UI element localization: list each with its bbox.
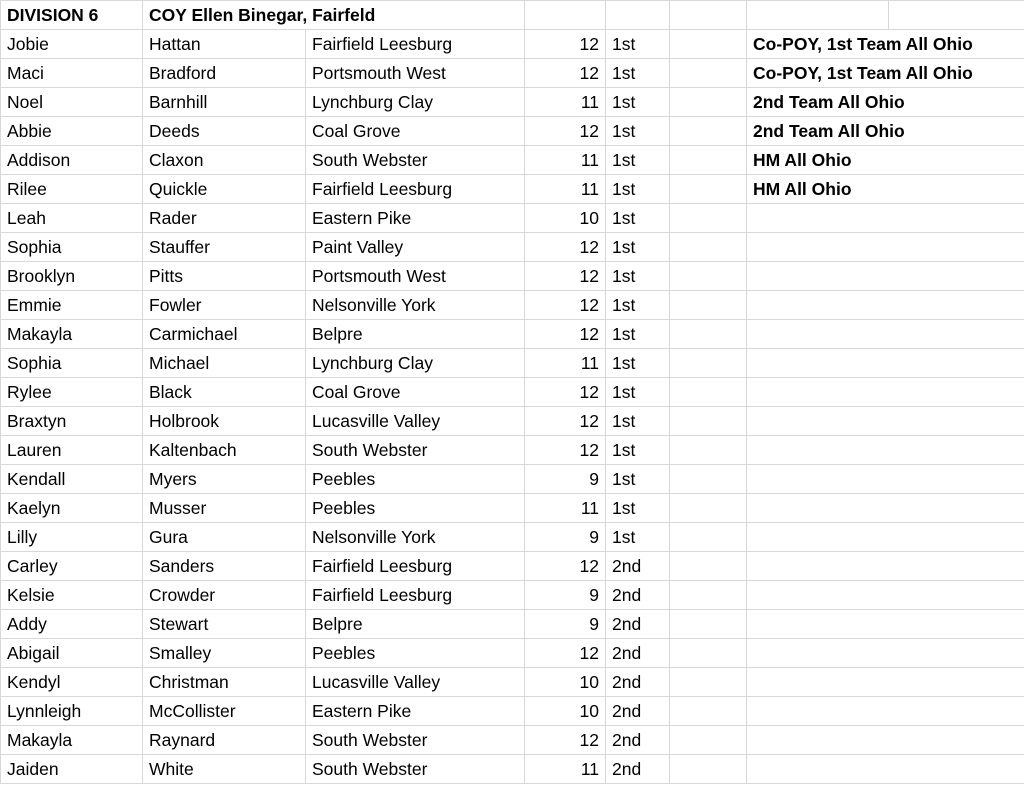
first-name-cell[interactable]: Rylee (1, 378, 143, 407)
grade-cell[interactable]: 12 (525, 291, 606, 320)
empty-cell[interactable] (670, 465, 747, 494)
first-name-cell[interactable]: Sophia (1, 349, 143, 378)
table-row (1, 436, 1024, 465)
last-name-cell[interactable]: Stewart (143, 610, 306, 639)
team-cell[interactable]: 1st (606, 378, 670, 407)
table-row (1, 30, 1024, 59)
school-cell[interactable]: Eastern Pike (306, 697, 525, 726)
school-cell[interactable]: Lynchburg Clay (306, 349, 525, 378)
school-cell[interactable]: Coal Grove (306, 117, 525, 146)
last-name-cell[interactable]: Hattan (143, 30, 306, 59)
grade-cell[interactable]: 10 (525, 697, 606, 726)
first-name-cell[interactable]: Emmie (1, 291, 143, 320)
honor-cell[interactable] (747, 407, 1024, 436)
grade-cell[interactable]: 11 (525, 755, 606, 784)
last-name-cell[interactable]: Deeds (143, 117, 306, 146)
team-cell[interactable]: 1st (606, 204, 670, 233)
team-cell[interactable]: 2nd (606, 552, 670, 581)
honor-cell[interactable] (747, 465, 1024, 494)
grade-cell[interactable]: 12 (525, 30, 606, 59)
honor-cell[interactable]: Co-POY, 1st Team All Ohio (747, 30, 1024, 59)
team-cell[interactable]: 2nd (606, 639, 670, 668)
first-name-cell[interactable]: Leah (1, 204, 143, 233)
last-name-cell[interactable]: Bradford (143, 59, 306, 88)
school-cell[interactable]: Fairfield Leesburg (306, 30, 525, 59)
empty-cell[interactable] (670, 668, 747, 697)
grade-cell[interactable]: 12 (525, 552, 606, 581)
grade-cell[interactable]: 12 (525, 233, 606, 262)
table-row (1, 233, 1024, 262)
school-cell[interactable]: Belpre (306, 610, 525, 639)
table-row (1, 378, 1024, 407)
empty-cell[interactable] (670, 494, 747, 523)
team-cell[interactable]: 1st (606, 349, 670, 378)
empty-cell[interactable] (670, 291, 747, 320)
grade-cell[interactable]: 9 (525, 581, 606, 610)
table-row (1, 755, 1024, 784)
coach-of-year[interactable]: COY Ellen Binegar, Fairfeld (143, 1, 525, 30)
honor-cell[interactable] (747, 523, 1024, 552)
first-name-cell[interactable]: Lauren (1, 436, 143, 465)
first-name-cell[interactable]: Abigail (1, 639, 143, 668)
team-cell[interactable]: 1st (606, 146, 670, 175)
team-cell[interactable]: 2nd (606, 726, 670, 755)
team-cell[interactable]: 1st (606, 88, 670, 117)
first-name-cell[interactable]: Brooklyn (1, 262, 143, 291)
last-name-cell[interactable]: Quickle (143, 175, 306, 204)
school-cell[interactable]: South Webster (306, 146, 525, 175)
first-name-cell[interactable]: Addison (1, 146, 143, 175)
honor-cell[interactable] (747, 639, 1024, 668)
first-name-cell[interactable]: Kelsie (1, 581, 143, 610)
last-name-cell[interactable]: Claxon (143, 146, 306, 175)
last-name-cell[interactable]: Crowder (143, 581, 306, 610)
grade-cell[interactable]: 12 (525, 378, 606, 407)
empty-cell[interactable] (889, 1, 1024, 30)
school-cell[interactable]: South Webster (306, 436, 525, 465)
last-name-cell[interactable]: Smalley (143, 639, 306, 668)
table-row (1, 697, 1024, 726)
empty-cell[interactable] (670, 30, 747, 59)
honor-cell[interactable] (747, 494, 1024, 523)
empty-cell[interactable] (670, 59, 747, 88)
school-cell[interactable]: Fairfield Leesburg (306, 581, 525, 610)
empty-cell[interactable] (670, 552, 747, 581)
school-cell[interactable]: Lucasville Valley (306, 407, 525, 436)
empty-cell[interactable] (747, 1, 889, 30)
honor-cell[interactable] (747, 378, 1024, 407)
table-row (1, 639, 1024, 668)
last-name-cell[interactable]: McCollister (143, 697, 306, 726)
school-cell[interactable]: Peebles (306, 494, 525, 523)
first-name-cell[interactable]: Noel (1, 88, 143, 117)
empty-cell[interactable] (670, 726, 747, 755)
table-row (1, 291, 1024, 320)
team-cell[interactable]: 1st (606, 494, 670, 523)
empty-cell[interactable] (670, 349, 747, 378)
table-row (1, 726, 1024, 755)
empty-cell[interactable] (670, 697, 747, 726)
last-name-cell[interactable]: Rader (143, 204, 306, 233)
honor-cell[interactable] (747, 262, 1024, 291)
table-row (1, 262, 1024, 291)
empty-cell[interactable] (670, 204, 747, 233)
table-row (1, 175, 1024, 204)
empty-cell[interactable] (670, 320, 747, 349)
table-row (1, 349, 1024, 378)
empty-cell[interactable] (670, 88, 747, 117)
grade-cell[interactable]: 12 (525, 436, 606, 465)
last-name-cell[interactable]: Michael (143, 349, 306, 378)
table-row (1, 552, 1024, 581)
team-cell[interactable]: 2nd (606, 697, 670, 726)
honor-cell[interactable]: Co-POY, 1st Team All Ohio (747, 59, 1024, 88)
table-row (1, 581, 1024, 610)
team-cell[interactable]: 2nd (606, 668, 670, 697)
table-row (1, 204, 1024, 233)
team-cell[interactable]: 1st (606, 523, 670, 552)
empty-cell[interactable] (670, 523, 747, 552)
grade-cell[interactable]: 11 (525, 494, 606, 523)
last-name-cell[interactable]: Raynard (143, 726, 306, 755)
honor-cell[interactable] (747, 581, 1024, 610)
team-cell[interactable]: 1st (606, 320, 670, 349)
table-row (1, 88, 1024, 117)
grade-cell[interactable]: 12 (525, 639, 606, 668)
empty-cell[interactable] (670, 1, 747, 30)
last-name-cell[interactable]: Black (143, 378, 306, 407)
school-cell[interactable]: Portsmouth West (306, 59, 525, 88)
empty-cell[interactable] (670, 407, 747, 436)
honor-cell[interactable]: 2nd Team All Ohio (747, 117, 1024, 146)
honor-cell[interactable] (747, 726, 1024, 755)
grade-cell[interactable]: 9 (525, 610, 606, 639)
last-name-cell[interactable]: Myers (143, 465, 306, 494)
first-name-cell[interactable]: Kendall (1, 465, 143, 494)
table-row (1, 610, 1024, 639)
table-row (1, 117, 1024, 146)
team-cell[interactable]: 2nd (606, 581, 670, 610)
first-name-cell[interactable]: Jobie (1, 30, 143, 59)
empty-cell[interactable] (670, 581, 747, 610)
empty-cell[interactable] (670, 175, 747, 204)
division-title[interactable]: DIVISION 6 (1, 1, 143, 30)
first-name-cell[interactable]: Braxtyn (1, 407, 143, 436)
table-row (1, 668, 1024, 697)
honor-cell[interactable] (747, 204, 1024, 233)
grade-cell[interactable]: 12 (525, 320, 606, 349)
school-cell[interactable]: Paint Valley (306, 233, 525, 262)
honor-cell[interactable] (747, 668, 1024, 697)
first-name-cell[interactable]: Lynnleigh (1, 697, 143, 726)
first-name-cell[interactable]: Maci (1, 59, 143, 88)
table-row (1, 59, 1024, 88)
honor-cell[interactable] (747, 233, 1024, 262)
header-row (1, 1, 1024, 30)
last-name-cell[interactable]: Sanders (143, 552, 306, 581)
team-cell[interactable]: 1st (606, 291, 670, 320)
school-cell[interactable]: Fairfield Leesburg (306, 175, 525, 204)
table-row (1, 465, 1024, 494)
first-name-cell[interactable]: Kaelyn (1, 494, 143, 523)
last-name-cell[interactable]: Musser (143, 494, 306, 523)
school-cell[interactable]: Coal Grove (306, 378, 525, 407)
honor-cell[interactable]: HM All Ohio (747, 175, 1024, 204)
table-row (1, 146, 1024, 175)
grade-cell[interactable]: 12 (525, 726, 606, 755)
first-name-cell[interactable]: Abbie (1, 117, 143, 146)
grade-cell[interactable]: 11 (525, 146, 606, 175)
empty-cell[interactable] (670, 117, 747, 146)
empty-cell[interactable] (525, 1, 606, 30)
empty-cell[interactable] (670, 262, 747, 291)
table-row (1, 494, 1024, 523)
table-row (1, 523, 1024, 552)
table-row (1, 407, 1024, 436)
empty-cell[interactable] (670, 639, 747, 668)
first-name-cell[interactable]: Makayla (1, 726, 143, 755)
empty-cell[interactable] (670, 378, 747, 407)
last-name-cell[interactable]: Carmichael (143, 320, 306, 349)
honor-cell[interactable]: 2nd Team All Ohio (747, 88, 1024, 117)
grade-cell[interactable]: 12 (525, 262, 606, 291)
last-name-cell[interactable]: Gura (143, 523, 306, 552)
first-name-cell[interactable]: Lilly (1, 523, 143, 552)
grade-cell[interactable]: 12 (525, 117, 606, 146)
empty-cell[interactable] (606, 1, 670, 30)
honor-cell[interactable] (747, 610, 1024, 639)
school-cell[interactable]: Nelsonville York (306, 523, 525, 552)
first-name-cell[interactable]: Makayla (1, 320, 143, 349)
honor-cell[interactable] (747, 291, 1024, 320)
school-cell[interactable]: Eastern Pike (306, 204, 525, 233)
empty-cell[interactable] (670, 436, 747, 465)
grade-cell[interactable]: 10 (525, 668, 606, 697)
team-cell[interactable]: 1st (606, 117, 670, 146)
grade-cell[interactable]: 9 (525, 465, 606, 494)
school-cell[interactable]: Peebles (306, 639, 525, 668)
school-cell[interactable]: South Webster (306, 726, 525, 755)
honor-cell[interactable] (747, 320, 1024, 349)
team-cell[interactable]: 1st (606, 465, 670, 494)
school-cell[interactable]: Nelsonville York (306, 291, 525, 320)
school-cell[interactable]: Belpre (306, 320, 525, 349)
empty-cell[interactable] (670, 610, 747, 639)
grade-cell[interactable]: 11 (525, 349, 606, 378)
last-name-cell[interactable]: Fowler (143, 291, 306, 320)
grade-cell[interactable]: 12 (525, 407, 606, 436)
empty-cell[interactable] (670, 146, 747, 175)
team-cell[interactable]: 1st (606, 30, 670, 59)
grade-cell[interactable]: 11 (525, 88, 606, 117)
team-cell[interactable]: 1st (606, 59, 670, 88)
empty-cell[interactable] (670, 233, 747, 262)
honor-cell[interactable] (747, 436, 1024, 465)
grade-cell[interactable]: 9 (525, 523, 606, 552)
grade-cell[interactable]: 10 (525, 204, 606, 233)
school-cell[interactable]: Lynchburg Clay (306, 88, 525, 117)
grade-cell[interactable]: 12 (525, 59, 606, 88)
team-cell[interactable]: 2nd (606, 755, 670, 784)
last-name-cell[interactable]: Holbrook (143, 407, 306, 436)
team-cell[interactable]: 2nd (606, 610, 670, 639)
school-cell[interactable]: Peebles (306, 465, 525, 494)
first-name-cell[interactable]: Kendyl (1, 668, 143, 697)
honor-cell[interactable] (747, 697, 1024, 726)
team-cell[interactable]: 1st (606, 436, 670, 465)
honor-cell[interactable]: HM All Ohio (747, 146, 1024, 175)
team-cell[interactable]: 1st (606, 262, 670, 291)
empty-cell[interactable] (670, 755, 747, 784)
grade-cell[interactable]: 11 (525, 175, 606, 204)
last-name-cell[interactable]: White (143, 755, 306, 784)
last-name-cell[interactable]: Kaltenbach (143, 436, 306, 465)
honor-cell[interactable] (747, 755, 1024, 784)
first-name-cell[interactable]: Carley (1, 552, 143, 581)
team-cell[interactable]: 1st (606, 233, 670, 262)
last-name-cell[interactable]: Stauffer (143, 233, 306, 262)
last-name-cell[interactable]: Christman (143, 668, 306, 697)
table-row (1, 320, 1024, 349)
honor-cell[interactable] (747, 552, 1024, 581)
first-name-cell[interactable]: Addy (1, 610, 143, 639)
honor-cell[interactable] (747, 349, 1024, 378)
last-name-cell[interactable]: Barnhill (143, 88, 306, 117)
school-cell[interactable]: South Webster (306, 755, 525, 784)
school-cell[interactable]: Fairfield Leesburg (306, 552, 525, 581)
team-cell[interactable]: 1st (606, 407, 670, 436)
first-name-cell[interactable]: Sophia (1, 233, 143, 262)
school-cell[interactable]: Lucasville Valley (306, 668, 525, 697)
first-name-cell[interactable]: Jaiden (1, 755, 143, 784)
last-name-cell[interactable]: Pitts (143, 262, 306, 291)
school-cell[interactable]: Portsmouth West (306, 262, 525, 291)
team-cell[interactable]: 1st (606, 175, 670, 204)
first-name-cell[interactable]: Rilee (1, 175, 143, 204)
